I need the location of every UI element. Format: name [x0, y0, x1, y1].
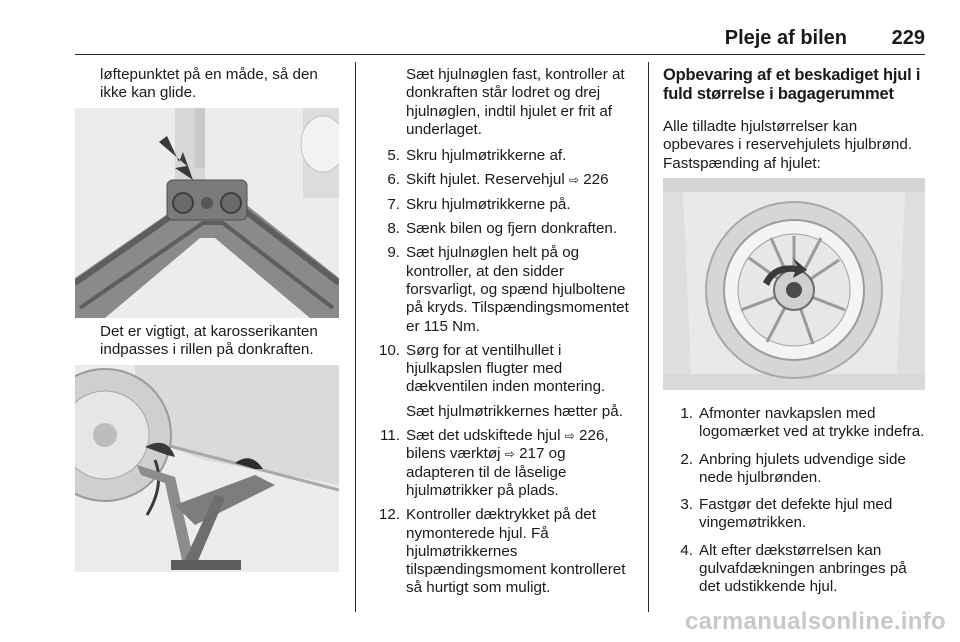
page-ref-link[interactable]: 217 og adapteren til de låselige hjulmøtrikker på plads. — [406, 445, 567, 499]
list-item: 7. Skru hjulmøtrikkerne på. — [387, 195, 571, 213]
page-ref-link[interactable]: 226, — [579, 427, 609, 445]
procedure-steps — [370, 147, 635, 598]
page-ref-link[interactable]: 226 — [583, 171, 609, 189]
page-title: Pleje af bilen — [724, 27, 847, 49]
jack-under-sill-illustration — [75, 365, 339, 572]
page-ref-arrow-icon[interactable]: ⇨ — [504, 447, 515, 462]
page-ref-arrow-icon[interactable]: ⇨ — [568, 173, 579, 188]
list-item: 2. Anbring hjulets udvendige side nede hjulbrønden. — [680, 450, 906, 486]
column2-body — [370, 66, 635, 602]
spare-wheel-well-illustration — [663, 178, 925, 390]
column-divider — [648, 62, 649, 612]
watermark: carmanualsonline.info — [684, 608, 946, 635]
list-item: 1. Afmonter navkapslen med logomærket ved at trykke indefra. — [680, 405, 925, 441]
page-number: 229 — [891, 27, 925, 49]
section-heading: Opbevaring af et beskadiget hjul i fuld størrelse i bagagerummet — [663, 66, 921, 103]
column-divider — [355, 62, 356, 612]
list-item: 9. Sæt hjulnøglen helt på og kontroller, at den sidder forsvarligt, og spænd hjulboltene på kryds. Tilspændingsmomentet er 115 Nm. — [387, 244, 629, 335]
list-item: 12. Kontroller dæktrykket på det nymonterede hjul. Få hjulmøtrikkernes tilspændingsmoment kontrolleret så hurtigt som muligt. — [378, 506, 626, 597]
column1-caption: Det er vigtigt, at karosserikanten indpasses i rillen på donkraften. — [100, 323, 318, 359]
list-item: 10. Sørg for at ventilhullet i hjulkapslen flugter med dækventilen inden montering. Sæt hjulmøtrikkernes hætter på. — [370, 342, 635, 421]
jack-lift-point-drawing — [75, 108, 339, 318]
list-item: 4. Alt efter dækstørrelsen kan gulvafdækningen anbringes på det udstikkende hjul. — [680, 541, 907, 596]
list-item: 6. Skift hjulet. Reservehjul ⇨ 226 — [387, 171, 609, 189]
list-item: 11. Sæt det udskiftede hjul ⇨ 226, bilens værktøj ⇨ 217 og adapteren til de låselige hjulmøtrikker på plads. — [380, 427, 609, 499]
column3-intro: Alle tilladte hjulstørrelser kan opbevares i reservehjulets hjulbrønd. Fastspænding af hjulet: — [663, 118, 913, 172]
column3-steps — [663, 405, 929, 601]
jack-lift-point-illustration — [75, 108, 339, 318]
list-item: 5. Skru hjulmøtrikkerne af. — [387, 147, 567, 165]
list-item: 8. Sænk bilen og fjern donkraften. — [387, 220, 618, 238]
page-ref-arrow-icon[interactable]: ⇨ — [564, 429, 575, 444]
step-4-continuation: Sæt hjulnøglen fast, kontroller at donkraften står lodret og drej hjulnøglen, indtil hjulet er frit af underlaget. — [406, 66, 625, 138]
spare-wheel-well-drawing — [663, 178, 925, 390]
column1-intro: løftepunktet på en måde, så den ikke kan glide. — [100, 66, 318, 102]
storage-steps — [663, 405, 929, 597]
list-item: 3. Fastgør det defekte hjul med vingemøtrikken. — [680, 496, 893, 532]
step-note: Sæt hjulmøtrikkernes hætter på. — [406, 402, 623, 420]
jack-under-sill-drawing — [75, 365, 339, 572]
page-header — [75, 26, 925, 55]
